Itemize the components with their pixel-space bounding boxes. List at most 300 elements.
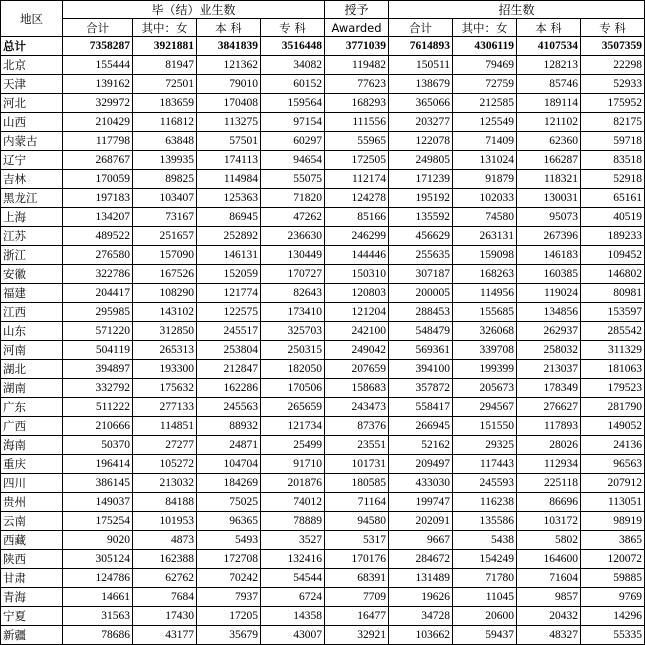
value-cell: 62762 bbox=[133, 569, 197, 588]
region-cell: 西藏 bbox=[1, 531, 63, 550]
table-row bbox=[1, 417, 645, 436]
value-cell: 236630 bbox=[261, 227, 325, 246]
value-cell: 134856 bbox=[517, 303, 581, 322]
value-cell: 245563 bbox=[197, 398, 261, 417]
value-cell: 288453 bbox=[389, 303, 453, 322]
value-cell: 199399 bbox=[453, 360, 517, 379]
value-cell: 171239 bbox=[389, 170, 453, 189]
value-cell: 96563 bbox=[581, 455, 645, 474]
value-cell: 103407 bbox=[133, 189, 197, 208]
value-cell: 3527 bbox=[261, 531, 325, 550]
value-cell: 4107534 bbox=[517, 37, 581, 56]
value-cell: 117798 bbox=[63, 132, 133, 151]
region-cell: 山东 bbox=[1, 322, 63, 341]
value-cell: 59885 bbox=[581, 569, 645, 588]
value-cell: 111556 bbox=[325, 113, 389, 132]
value-cell: 24136 bbox=[581, 436, 645, 455]
value-cell: 34082 bbox=[261, 56, 325, 75]
table-row bbox=[1, 132, 645, 151]
value-cell: 243473 bbox=[325, 398, 389, 417]
region-cell: 广西 bbox=[1, 417, 63, 436]
subheader-cell: 专 科 bbox=[261, 19, 325, 37]
region-cell: 辽宁 bbox=[1, 151, 63, 170]
value-cell: 68391 bbox=[325, 569, 389, 588]
region-cell: 重庆 bbox=[1, 455, 63, 474]
value-cell: 103172 bbox=[517, 512, 581, 531]
value-cell: 294567 bbox=[453, 398, 517, 417]
table-row bbox=[1, 303, 645, 322]
value-cell: 5802 bbox=[517, 531, 581, 550]
value-cell: 114956 bbox=[453, 284, 517, 303]
value-cell: 159098 bbox=[453, 246, 517, 265]
region-cell: 安徽 bbox=[1, 265, 63, 284]
value-cell: 210429 bbox=[63, 113, 133, 132]
value-cell: 70242 bbox=[197, 569, 261, 588]
table-row bbox=[1, 474, 645, 493]
region-cell: 陕西 bbox=[1, 550, 63, 569]
value-cell: 150310 bbox=[325, 265, 389, 284]
value-cell: 7614893 bbox=[389, 37, 453, 56]
value-cell: 91710 bbox=[261, 455, 325, 474]
value-cell: 569361 bbox=[389, 341, 453, 360]
value-cell: 29325 bbox=[453, 436, 517, 455]
value-cell: 55335 bbox=[581, 626, 645, 645]
value-cell: 124278 bbox=[325, 189, 389, 208]
table-row bbox=[1, 189, 645, 208]
region-cell: 河南 bbox=[1, 341, 63, 360]
value-cell: 504119 bbox=[63, 341, 133, 360]
value-cell: 52933 bbox=[581, 75, 645, 94]
value-cell: 11045 bbox=[453, 588, 517, 607]
table-row bbox=[1, 113, 645, 132]
table-row bbox=[1, 265, 645, 284]
value-cell: 128213 bbox=[517, 56, 581, 75]
value-cell: 139162 bbox=[63, 75, 133, 94]
value-cell: 24871 bbox=[197, 436, 261, 455]
value-cell: 59718 bbox=[581, 132, 645, 151]
region-cell: 浙江 bbox=[1, 246, 63, 265]
region-cell: 江西 bbox=[1, 303, 63, 322]
value-cell: 134207 bbox=[63, 208, 133, 227]
value-cell: 207912 bbox=[581, 474, 645, 493]
value-cell: 79469 bbox=[453, 56, 517, 75]
value-cell: 386145 bbox=[63, 474, 133, 493]
value-cell: 122575 bbox=[197, 303, 261, 322]
value-cell: 95073 bbox=[517, 208, 581, 227]
table-row bbox=[1, 227, 645, 246]
table-body bbox=[1, 37, 645, 645]
table-row bbox=[1, 588, 645, 607]
value-cell: 78889 bbox=[261, 512, 325, 531]
value-cell: 9769 bbox=[581, 588, 645, 607]
value-cell: 28026 bbox=[517, 436, 581, 455]
table-row bbox=[1, 322, 645, 341]
table-row-total bbox=[1, 37, 645, 56]
value-cell: 3771039 bbox=[325, 37, 389, 56]
value-cell: 119024 bbox=[517, 284, 581, 303]
value-cell: 117893 bbox=[517, 417, 581, 436]
value-cell: 196414 bbox=[63, 455, 133, 474]
value-cell: 48327 bbox=[517, 626, 581, 645]
subheader-cell: 本 科 bbox=[197, 19, 261, 37]
value-cell: 255635 bbox=[389, 246, 453, 265]
value-cell: 394897 bbox=[63, 360, 133, 379]
subheader-cell: 其中：女 bbox=[453, 19, 517, 37]
value-cell: 170176 bbox=[325, 550, 389, 569]
table-row bbox=[1, 246, 645, 265]
value-cell: 19626 bbox=[389, 588, 453, 607]
value-cell: 151550 bbox=[453, 417, 517, 436]
value-cell: 164600 bbox=[517, 550, 581, 569]
value-cell: 276580 bbox=[63, 246, 133, 265]
value-cell: 250315 bbox=[261, 341, 325, 360]
value-cell: 32921 bbox=[325, 626, 389, 645]
region-cell: 北京 bbox=[1, 56, 63, 75]
value-cell: 59437 bbox=[453, 626, 517, 645]
value-cell: 116812 bbox=[133, 113, 197, 132]
value-cell: 263131 bbox=[453, 227, 517, 246]
table-row bbox=[1, 379, 645, 398]
region-cell: 海南 bbox=[1, 436, 63, 455]
value-cell: 71409 bbox=[453, 132, 517, 151]
value-cell: 155685 bbox=[453, 303, 517, 322]
region-cell: 广东 bbox=[1, 398, 63, 417]
value-cell: 207659 bbox=[325, 360, 389, 379]
value-cell: 365066 bbox=[389, 94, 453, 113]
value-cell: 22298 bbox=[581, 56, 645, 75]
value-cell: 135586 bbox=[453, 512, 517, 531]
value-cell: 119482 bbox=[325, 56, 389, 75]
value-cell: 114851 bbox=[133, 417, 197, 436]
value-cell: 120803 bbox=[325, 284, 389, 303]
value-cell: 189114 bbox=[517, 94, 581, 113]
value-cell: 89825 bbox=[133, 170, 197, 189]
value-cell: 55965 bbox=[325, 132, 389, 151]
value-cell: 96365 bbox=[197, 512, 261, 531]
table-row bbox=[1, 94, 645, 113]
header-row-groups bbox=[1, 1, 645, 19]
value-cell: 7358287 bbox=[63, 37, 133, 56]
subheader-cell: 合计 bbox=[63, 19, 133, 37]
value-cell: 85166 bbox=[325, 208, 389, 227]
value-cell: 94580 bbox=[325, 512, 389, 531]
table-row bbox=[1, 550, 645, 569]
value-cell: 14296 bbox=[581, 607, 645, 626]
value-cell: 322786 bbox=[63, 265, 133, 284]
value-cell: 146131 bbox=[197, 246, 261, 265]
table-row bbox=[1, 360, 645, 379]
value-cell: 175254 bbox=[63, 512, 133, 531]
value-cell: 332792 bbox=[63, 379, 133, 398]
value-cell: 168293 bbox=[325, 94, 389, 113]
value-cell: 152059 bbox=[197, 265, 261, 284]
region-cell: 上海 bbox=[1, 208, 63, 227]
value-cell: 276627 bbox=[517, 398, 581, 417]
value-cell: 55075 bbox=[261, 170, 325, 189]
value-cell: 193300 bbox=[133, 360, 197, 379]
value-cell: 199747 bbox=[389, 493, 453, 512]
value-cell: 83518 bbox=[581, 151, 645, 170]
value-cell: 14358 bbox=[261, 607, 325, 626]
value-cell: 101731 bbox=[325, 455, 389, 474]
value-cell: 84188 bbox=[133, 493, 197, 512]
value-cell: 3921881 bbox=[133, 37, 197, 56]
value-cell: 88932 bbox=[197, 417, 261, 436]
value-cell: 3507359 bbox=[581, 37, 645, 56]
value-cell: 4873 bbox=[133, 531, 197, 550]
value-cell: 170408 bbox=[197, 94, 261, 113]
value-cell: 117443 bbox=[453, 455, 517, 474]
subheader-cell: 其中：女 bbox=[133, 19, 197, 37]
value-cell: 31563 bbox=[63, 607, 133, 626]
value-cell: 9857 bbox=[517, 588, 581, 607]
value-cell: 205673 bbox=[453, 379, 517, 398]
value-cell: 85746 bbox=[517, 75, 581, 94]
value-cell: 122078 bbox=[389, 132, 453, 151]
table-row bbox=[1, 341, 645, 360]
value-cell: 245517 bbox=[197, 322, 261, 341]
value-cell: 305124 bbox=[63, 550, 133, 569]
value-cell: 265659 bbox=[261, 398, 325, 417]
value-cell: 57501 bbox=[197, 132, 261, 151]
subheader-cell: Awarded bbox=[325, 19, 389, 37]
value-cell: 5438 bbox=[453, 531, 517, 550]
value-cell: 113051 bbox=[581, 493, 645, 512]
value-cell: 251657 bbox=[133, 227, 197, 246]
value-cell: 81947 bbox=[133, 56, 197, 75]
value-cell: 86696 bbox=[517, 493, 581, 512]
value-cell: 143102 bbox=[133, 303, 197, 322]
value-cell: 268767 bbox=[63, 151, 133, 170]
value-cell: 125363 bbox=[197, 189, 261, 208]
value-cell: 47262 bbox=[261, 208, 325, 227]
region-cell: 甘肃 bbox=[1, 569, 63, 588]
value-cell: 5493 bbox=[197, 531, 261, 550]
table-row bbox=[1, 569, 645, 588]
value-cell: 63848 bbox=[133, 132, 197, 151]
value-cell: 159564 bbox=[261, 94, 325, 113]
value-cell: 295985 bbox=[63, 303, 133, 322]
value-cell: 62360 bbox=[517, 132, 581, 151]
value-cell: 3865 bbox=[581, 531, 645, 550]
region-cell: 青海 bbox=[1, 588, 63, 607]
value-cell: 433030 bbox=[389, 474, 453, 493]
value-cell: 312850 bbox=[133, 322, 197, 341]
header-row-subcolumns bbox=[1, 19, 645, 37]
value-cell: 130449 bbox=[261, 246, 325, 265]
value-cell: 50370 bbox=[63, 436, 133, 455]
value-cell: 7937 bbox=[197, 588, 261, 607]
value-cell: 246299 bbox=[325, 227, 389, 246]
value-cell: 20600 bbox=[453, 607, 517, 626]
value-cell: 9020 bbox=[63, 531, 133, 550]
value-cell: 153597 bbox=[581, 303, 645, 322]
value-cell: 558417 bbox=[389, 398, 453, 417]
value-cell: 146183 bbox=[517, 246, 581, 265]
value-cell: 150511 bbox=[389, 56, 453, 75]
value-cell: 74580 bbox=[453, 208, 517, 227]
value-cell: 86945 bbox=[197, 208, 261, 227]
value-cell: 285542 bbox=[581, 322, 645, 341]
value-cell: 82643 bbox=[261, 284, 325, 303]
value-cell: 73167 bbox=[133, 208, 197, 227]
value-cell: 52162 bbox=[389, 436, 453, 455]
awarded-group-header: 授予 bbox=[325, 1, 389, 19]
value-cell: 174113 bbox=[197, 151, 261, 170]
region-cell: 总计 bbox=[1, 37, 63, 56]
value-cell: 72759 bbox=[453, 75, 517, 94]
value-cell: 225118 bbox=[517, 474, 581, 493]
value-cell: 266945 bbox=[389, 417, 453, 436]
value-cell: 184269 bbox=[197, 474, 261, 493]
graduates-group-header: 毕（结）业生数 bbox=[63, 1, 325, 19]
value-cell: 121102 bbox=[517, 113, 581, 132]
value-cell: 170059 bbox=[63, 170, 133, 189]
region-cell: 云南 bbox=[1, 512, 63, 531]
value-cell: 138679 bbox=[389, 75, 453, 94]
table-row bbox=[1, 436, 645, 455]
value-cell: 52918 bbox=[581, 170, 645, 189]
value-cell: 183659 bbox=[133, 94, 197, 113]
value-cell: 131489 bbox=[389, 569, 453, 588]
value-cell: 121204 bbox=[325, 303, 389, 322]
value-cell: 172708 bbox=[197, 550, 261, 569]
value-cell: 182050 bbox=[261, 360, 325, 379]
value-cell: 4306119 bbox=[453, 37, 517, 56]
value-cell: 101953 bbox=[133, 512, 197, 531]
value-cell: 197183 bbox=[63, 189, 133, 208]
region-cell: 新疆 bbox=[1, 626, 63, 645]
value-cell: 170506 bbox=[261, 379, 325, 398]
subheader-cell: 专 科 bbox=[581, 19, 645, 37]
value-cell: 571220 bbox=[63, 322, 133, 341]
region-cell: 黑龙江 bbox=[1, 189, 63, 208]
value-cell: 121362 bbox=[197, 56, 261, 75]
table-row bbox=[1, 284, 645, 303]
value-cell: 71164 bbox=[325, 493, 389, 512]
value-cell: 23551 bbox=[325, 436, 389, 455]
value-cell: 168263 bbox=[453, 265, 517, 284]
value-cell: 329972 bbox=[63, 94, 133, 113]
value-cell: 120072 bbox=[581, 550, 645, 569]
region-cell: 湖南 bbox=[1, 379, 63, 398]
value-cell: 158683 bbox=[325, 379, 389, 398]
value-cell: 20432 bbox=[517, 607, 581, 626]
value-cell: 249042 bbox=[325, 341, 389, 360]
value-cell: 27277 bbox=[133, 436, 197, 455]
value-cell: 91879 bbox=[453, 170, 517, 189]
value-cell: 178349 bbox=[517, 379, 581, 398]
value-cell: 212585 bbox=[453, 94, 517, 113]
value-cell: 40519 bbox=[581, 208, 645, 227]
table-row bbox=[1, 455, 645, 474]
value-cell: 166287 bbox=[517, 151, 581, 170]
value-cell: 109452 bbox=[581, 246, 645, 265]
value-cell: 79010 bbox=[197, 75, 261, 94]
value-cell: 131024 bbox=[453, 151, 517, 170]
region-cell: 宁夏 bbox=[1, 607, 63, 626]
value-cell: 179523 bbox=[581, 379, 645, 398]
value-cell: 267396 bbox=[517, 227, 581, 246]
value-cell: 71604 bbox=[517, 569, 581, 588]
value-cell: 5317 bbox=[325, 531, 389, 550]
value-cell: 160385 bbox=[517, 265, 581, 284]
value-cell: 149052 bbox=[581, 417, 645, 436]
value-cell: 307187 bbox=[389, 265, 453, 284]
region-cell: 河北 bbox=[1, 94, 63, 113]
value-cell: 103662 bbox=[389, 626, 453, 645]
value-cell: 249805 bbox=[389, 151, 453, 170]
value-cell: 201876 bbox=[261, 474, 325, 493]
region-cell: 贵州 bbox=[1, 493, 63, 512]
region-cell: 内蒙古 bbox=[1, 132, 63, 151]
value-cell: 82175 bbox=[581, 113, 645, 132]
value-cell: 139935 bbox=[133, 151, 197, 170]
value-cell: 172505 bbox=[325, 151, 389, 170]
subheader-cell: 本 科 bbox=[517, 19, 581, 37]
value-cell: 180585 bbox=[325, 474, 389, 493]
table-row bbox=[1, 531, 645, 550]
value-cell: 102033 bbox=[453, 189, 517, 208]
table-row bbox=[1, 626, 645, 645]
value-cell: 311329 bbox=[581, 341, 645, 360]
value-cell: 72501 bbox=[133, 75, 197, 94]
value-cell: 118321 bbox=[517, 170, 581, 189]
value-cell: 155444 bbox=[63, 56, 133, 75]
value-cell: 258032 bbox=[517, 341, 581, 360]
value-cell: 71820 bbox=[261, 189, 325, 208]
value-cell: 105272 bbox=[133, 455, 197, 474]
value-cell: 80981 bbox=[581, 284, 645, 303]
value-cell: 43007 bbox=[261, 626, 325, 645]
value-cell: 125549 bbox=[453, 113, 517, 132]
value-cell: 203277 bbox=[389, 113, 453, 132]
value-cell: 130031 bbox=[517, 189, 581, 208]
enrollment-group-header: 招生数 bbox=[389, 1, 645, 19]
value-cell: 213037 bbox=[517, 360, 581, 379]
value-cell: 144446 bbox=[325, 246, 389, 265]
value-cell: 116238 bbox=[453, 493, 517, 512]
value-cell: 75025 bbox=[197, 493, 261, 512]
value-cell: 209497 bbox=[389, 455, 453, 474]
value-cell: 175632 bbox=[133, 379, 197, 398]
region-cell: 山西 bbox=[1, 113, 63, 132]
value-cell: 170727 bbox=[261, 265, 325, 284]
value-cell: 7709 bbox=[325, 588, 389, 607]
value-cell: 175952 bbox=[581, 94, 645, 113]
value-cell: 6724 bbox=[261, 588, 325, 607]
value-cell: 77623 bbox=[325, 75, 389, 94]
value-cell: 65161 bbox=[581, 189, 645, 208]
value-cell: 277133 bbox=[133, 398, 197, 417]
table-row bbox=[1, 75, 645, 94]
value-cell: 167526 bbox=[133, 265, 197, 284]
region-cell: 福建 bbox=[1, 284, 63, 303]
table-row bbox=[1, 56, 645, 75]
value-cell: 17430 bbox=[133, 607, 197, 626]
value-cell: 60152 bbox=[261, 75, 325, 94]
value-cell: 242100 bbox=[325, 322, 389, 341]
value-cell: 98919 bbox=[581, 512, 645, 531]
value-cell: 113275 bbox=[197, 113, 261, 132]
value-cell: 97154 bbox=[261, 113, 325, 132]
value-cell: 7684 bbox=[133, 588, 197, 607]
value-cell: 325703 bbox=[261, 322, 325, 341]
value-cell: 34728 bbox=[389, 607, 453, 626]
table-row bbox=[1, 151, 645, 170]
subheader-cell: 合计 bbox=[389, 19, 453, 37]
value-cell: 124786 bbox=[63, 569, 133, 588]
